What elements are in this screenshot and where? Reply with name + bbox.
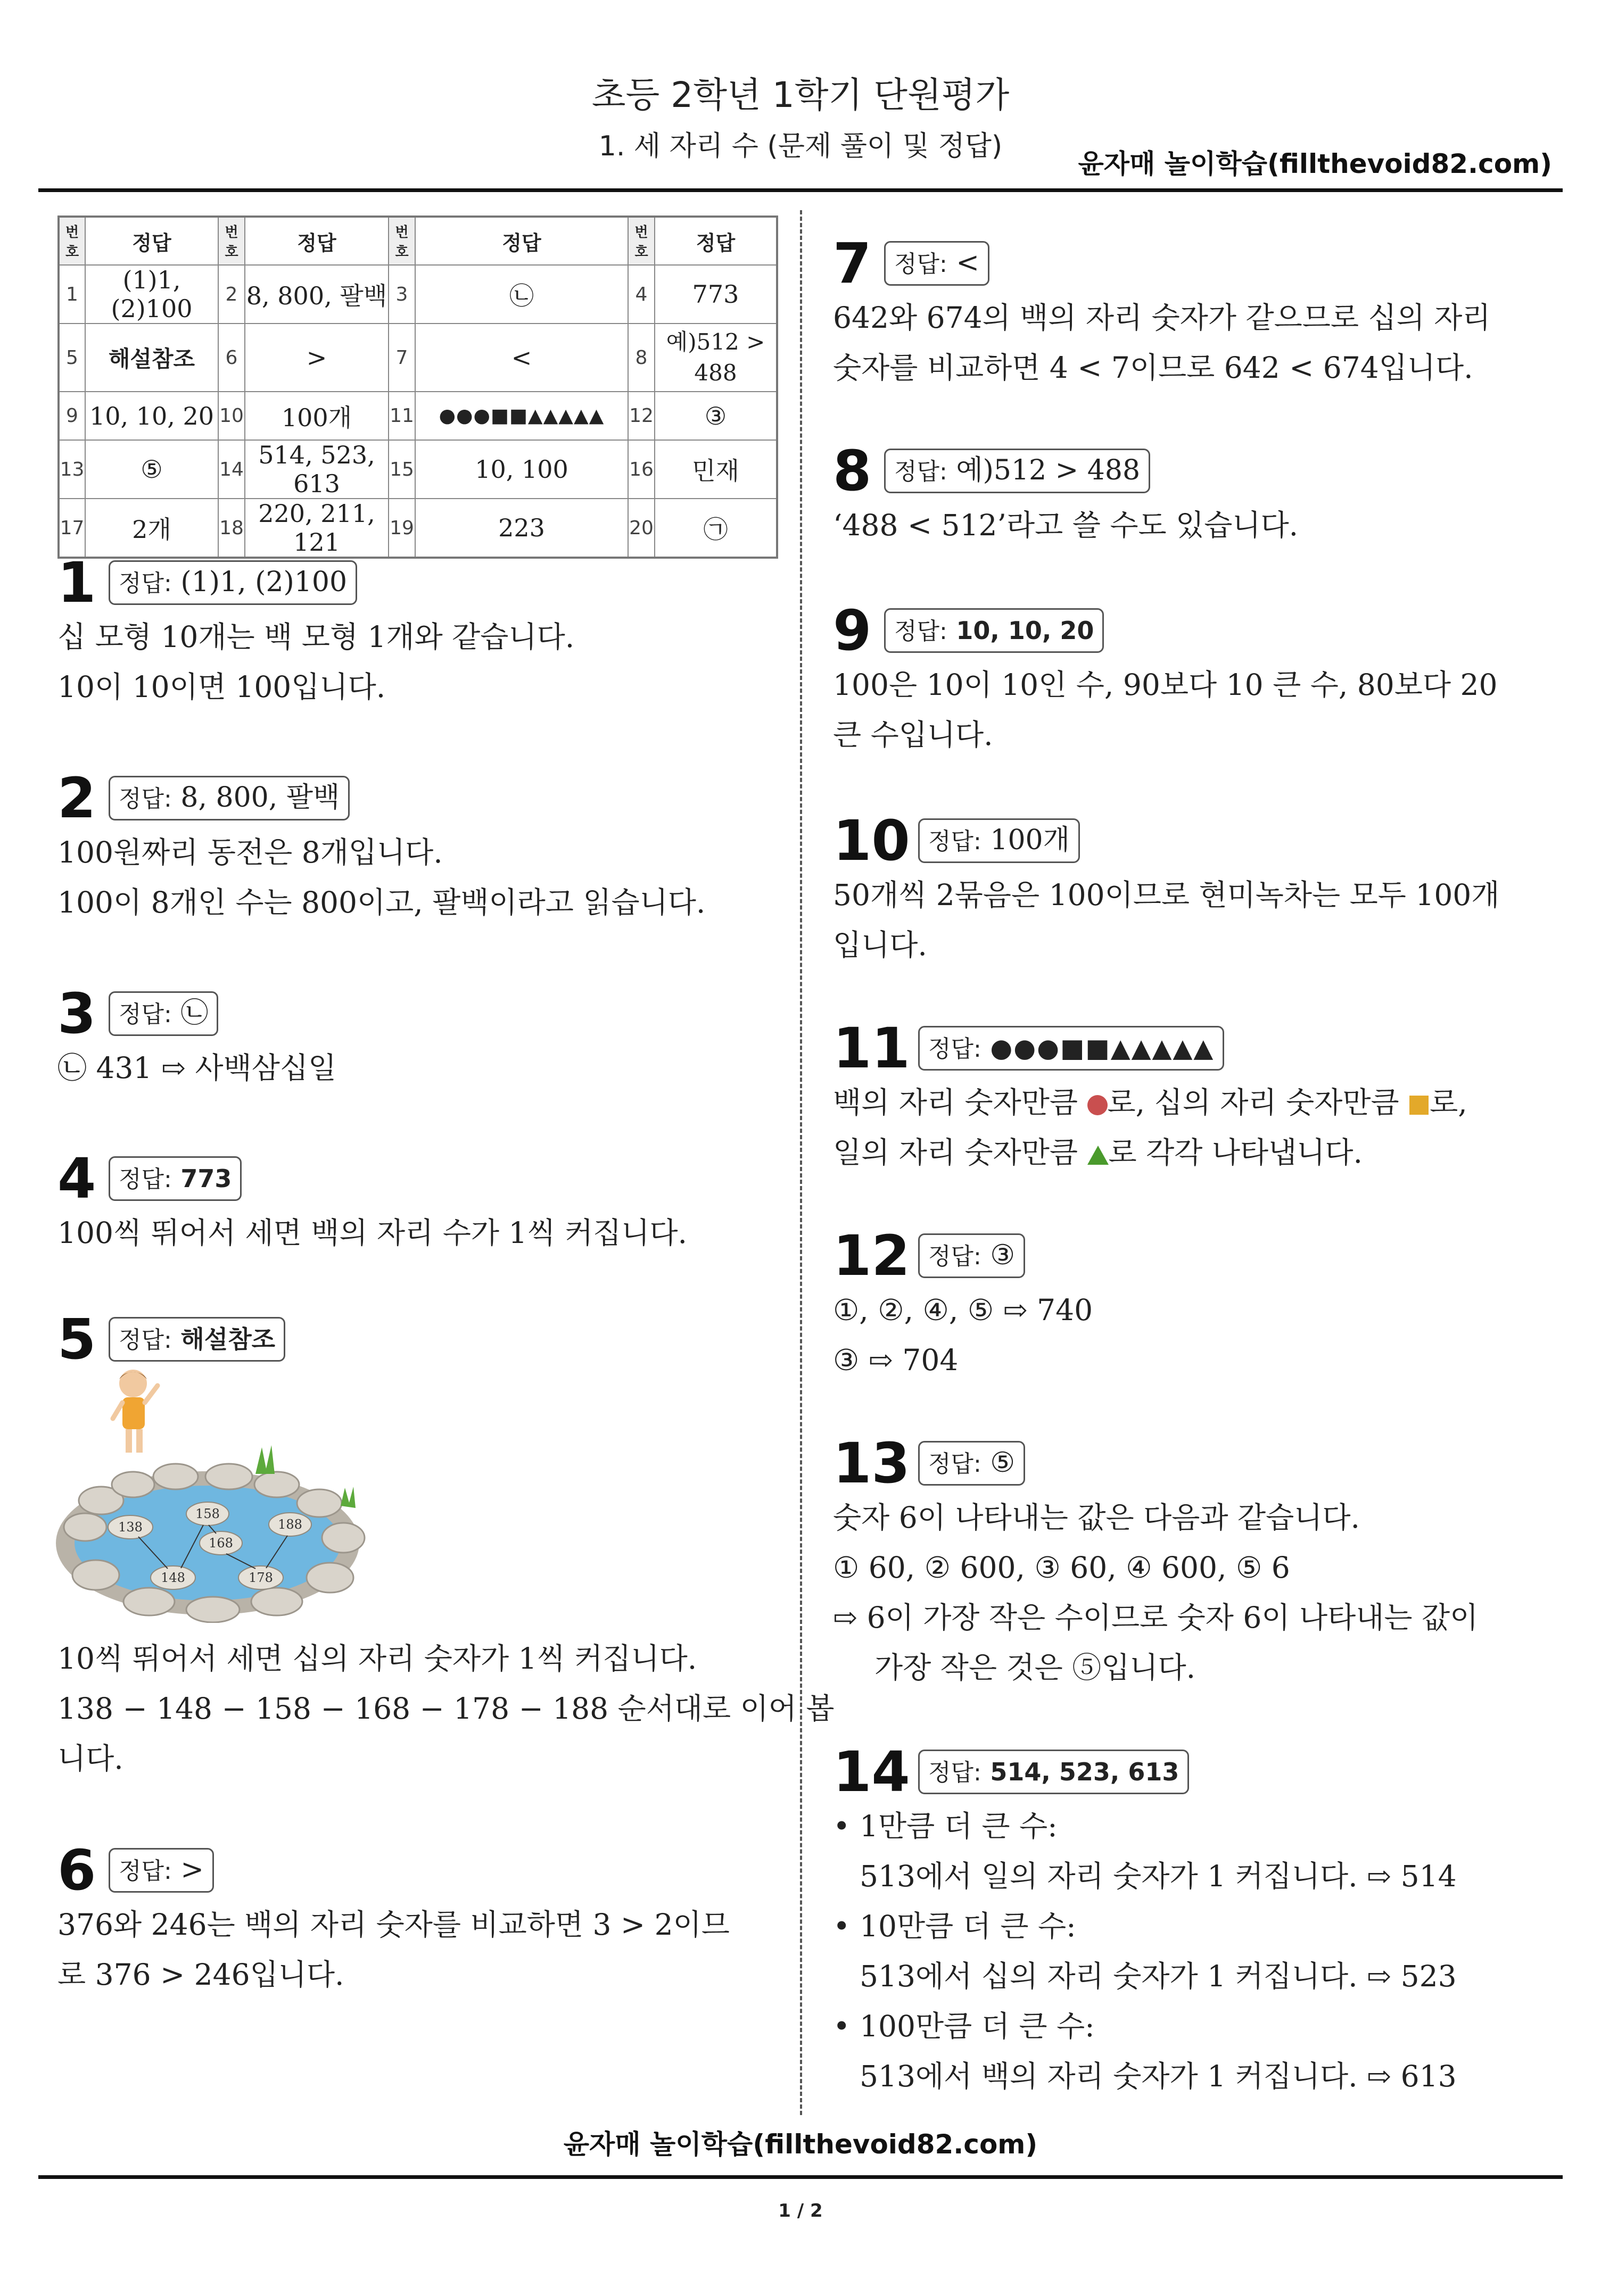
table-cell: 16 — [628, 440, 655, 499]
explanation-line: 513에서 백의 자리 숫자가 1 커집니다. ⇨ 613 — [860, 2059, 1457, 2093]
explanation-line: 가장 작은 것은 ⑤입니다. — [874, 1651, 1196, 1685]
table-cell: 예)512 > 488 — [655, 324, 777, 392]
answer-box: 정답: 10, 10, 20 — [884, 608, 1104, 652]
explanation-line: 642와 674의 백의 자리 숫자가 같으므로 십의 자리 — [833, 301, 1491, 335]
explanation-line: 100이 8개인 수는 800이고, 팔백이라고 읽습니다. — [57, 885, 706, 919]
explanation-line: 10이 10이면 100입니다. — [57, 670, 386, 704]
table-cell: 4 — [628, 265, 655, 324]
table-header: 정답 — [415, 217, 628, 265]
table-cell: ㉡ — [415, 265, 628, 324]
table-cell: 18 — [218, 499, 245, 558]
stone-label: 148 — [161, 1570, 185, 1585]
answer-box: 정답: ㉡ — [109, 991, 218, 1035]
explanation-line: 10씩 뛰어서 세면 십의 자리 숫자가 1씩 커집니다. — [57, 1642, 697, 1676]
table-cell: 11 — [389, 392, 415, 440]
table-cell: 1 — [59, 265, 85, 324]
red-circle-icon — [1087, 1095, 1108, 1115]
table-cell: 20 — [628, 499, 655, 558]
table-cell: 514, 523, 613 — [245, 440, 389, 499]
explanation-line: ‘488 < 512’라고 쓸 수도 있습니다. — [833, 508, 1299, 542]
answer-box: 정답: ⑤ — [918, 1441, 1025, 1485]
explanation-line: 큰 수입니다. — [833, 718, 993, 752]
table-row — [59, 499, 777, 558]
table-row — [59, 265, 777, 324]
table-header: 번호 — [389, 217, 415, 265]
problem-number: 6 — [57, 1838, 96, 1903]
answer-box: 정답: < — [884, 241, 989, 285]
explanation-line: 입니다. — [833, 928, 927, 962]
header-rule — [38, 188, 1563, 192]
problem-8 — [833, 438, 1541, 550]
table-cell: ⑤ — [85, 440, 218, 499]
stone-label: 178 — [249, 1570, 273, 1585]
problem-number: 5 — [57, 1307, 96, 1372]
table-cell: ㉠ — [655, 499, 777, 558]
page-title: 초등 2학년 1학기 단원평가 — [591, 74, 1010, 115]
table-header: 번호 — [218, 217, 245, 265]
table-cell: 3 — [389, 265, 415, 324]
explanation-line: 십 모형 10개는 백 모형 1개와 같습니다. — [57, 620, 575, 654]
table-cell: 223 — [415, 499, 628, 558]
pond-stones-illustration — [53, 1367, 373, 1623]
table-cell: 773 — [655, 265, 777, 324]
problem-number: 12 — [833, 1223, 910, 1288]
explanation-line: ③ ⇨ 704 — [833, 1343, 959, 1377]
table-cell: 10, 10, 20 — [85, 392, 218, 440]
brand-header: 윤자매 놀이학습(fillthevoid82.com) — [1078, 148, 1552, 179]
explanation-line: ①, ②, ④, ⑤ ⇨ 740 — [833, 1293, 1093, 1327]
table-cell: 15 — [389, 440, 415, 499]
answer-box: 정답: > — [109, 1848, 214, 1892]
answer-box: 정답: ③ — [918, 1233, 1025, 1278]
explanation-line: • 1만큼 더 큰 수: — [833, 1801, 1541, 1851]
problem-14 — [833, 1739, 1541, 2101]
problem-number: 10 — [833, 808, 910, 873]
green-triangle-icon — [1087, 1146, 1109, 1165]
problem-number: 7 — [833, 231, 872, 296]
explanation-line: 100원짜리 동전은 8개입니다. — [57, 835, 443, 869]
explanation-line: ① 60, ② 600, ③ 60, ④ 600, ⑤ 6 — [833, 1551, 1290, 1585]
table-cell: 9 — [59, 392, 85, 440]
problem-2 — [57, 766, 760, 927]
problem-11 — [833, 1016, 1541, 1178]
explanation-line: 로 376 > 246입니다. — [57, 1958, 344, 1992]
table-cell: < — [415, 324, 628, 392]
problem-3 — [57, 981, 760, 1093]
page-number: 1 / 2 — [778, 2200, 823, 2222]
table-row — [59, 392, 777, 440]
explanation-line: 일의 자리 숫자만큼 로 각각 나타냅니다. — [833, 1135, 1363, 1170]
table-cell: 220, 211, 121 — [245, 499, 389, 558]
explanation-line: 백의 자리 숫자만큼 로, 십의 자리 숫자만큼 로, — [833, 1085, 1467, 1120]
answer-box: 정답: (1)1, (2)100 — [109, 560, 357, 604]
table-cell: 5 — [59, 324, 85, 392]
answer-box: 정답: 514, 523, 613 — [918, 1750, 1189, 1794]
table-cell: 100개 — [245, 392, 389, 440]
stone-label: 168 — [209, 1536, 233, 1551]
problem-4 — [57, 1146, 760, 1258]
table-header: 번호 — [59, 217, 85, 265]
table-cell: ③ — [655, 392, 777, 440]
table-header: 정답 — [245, 217, 389, 265]
explanation-line: 513에서 일의 자리 숫자가 1 커집니다. ⇨ 514 — [860, 1859, 1457, 1893]
table-cell: 13 — [59, 440, 85, 499]
table-cell: 14 — [218, 440, 245, 499]
table-cell: 7 — [389, 324, 415, 392]
explanation-line: 숫자를 비교하면 4 < 7이므로 642 < 674입니다. — [833, 351, 1473, 385]
stone-label: 188 — [278, 1517, 302, 1532]
problem-number: 8 — [833, 438, 872, 503]
table-cell: 8, 800, 팔백 — [245, 265, 389, 324]
table-cell: 해설참조 — [85, 324, 218, 392]
problem-number: 3 — [57, 981, 96, 1046]
explanation-line: 376와 246는 백의 자리 숫자를 비교하면 3 > 2이므 — [57, 1908, 730, 1942]
table-cell: 민재 — [655, 440, 777, 499]
table-cell: 10, 100 — [415, 440, 628, 499]
problem-7 — [833, 231, 1541, 393]
answer-box: 정답: 8, 800, 팔백 — [109, 776, 350, 820]
problem-number: 2 — [57, 766, 96, 831]
table-cell: 6 — [218, 324, 245, 392]
answer-table — [57, 215, 778, 559]
table-header: 정답 — [85, 217, 218, 265]
table-cell: 2개 — [85, 499, 218, 558]
explanation-line: • 10만큼 더 큰 수: — [833, 1901, 1541, 1951]
problem-5 — [57, 1307, 760, 1372]
table-row — [59, 324, 777, 392]
problem-5-explanation — [57, 1634, 835, 1784]
answer-box: 정답: 773 — [109, 1156, 242, 1200]
explanation-line: 138 − 148 − 158 − 168 − 178 − 188 순서대로 이어 봅 — [57, 1692, 835, 1726]
problem-12 — [833, 1223, 1541, 1385]
explanation-line: 100은 10이 10인 수, 90보다 10 큰 수, 80보다 20 — [833, 668, 1498, 702]
explanation-line: • 100만큼 더 큰 수: — [833, 2001, 1541, 2051]
child-figure — [113, 1370, 158, 1453]
yellow-square-icon — [1409, 1096, 1429, 1115]
problem-10 — [833, 808, 1541, 970]
problem-9 — [833, 598, 1541, 760]
problem-1 — [57, 550, 760, 712]
explanation-line: 50개씩 2묶음은 100이므로 현미녹차는 모두 100개 — [833, 878, 1500, 912]
table-header: 번호 — [628, 217, 655, 265]
table-cell: ●●●■■▲▲▲▲▲ — [415, 392, 628, 440]
column-divider — [800, 210, 802, 2115]
table-row — [59, 440, 777, 499]
brand-footer: 윤자매 놀이학습(fillthevoid82.com) — [563, 2129, 1038, 2160]
table-cell: 17 — [59, 499, 85, 558]
table-cell: (1)1, (2)100 — [85, 265, 218, 324]
answer-box: 정답: 해설참조 — [109, 1317, 285, 1361]
problem-number: 13 — [833, 1431, 910, 1496]
table-cell: 19 — [389, 499, 415, 558]
problem-6 — [57, 1838, 760, 2000]
explanation-line: 100씩 뛰어서 세면 백의 자리 수가 1씩 커집니다. — [57, 1216, 688, 1250]
answer-box: 정답: 예)512 > 488 — [884, 449, 1150, 493]
problem-number: 9 — [833, 598, 872, 663]
explanation-line: 니다. — [57, 1742, 123, 1776]
stone-label: 158 — [195, 1506, 220, 1521]
table-cell: > — [245, 324, 389, 392]
problem-number: 4 — [57, 1146, 96, 1211]
page-subtitle: 1. 세 자리 수 (문제 풀이 및 정답) — [598, 130, 1003, 162]
table-cell: 2 — [218, 265, 245, 324]
answer-box: 정답: 100개 — [918, 818, 1080, 863]
table-header-row — [59, 217, 777, 265]
problem-number: 14 — [833, 1739, 910, 1804]
answer-box: 정답: ●●●■■▲▲▲▲▲ — [918, 1026, 1224, 1070]
stone-label: 138 — [118, 1520, 143, 1535]
problem-number: 1 — [57, 550, 96, 615]
table-header: 정답 — [655, 217, 777, 265]
explanation-line: ⇨ 6이 가장 작은 수이므로 숫자 6이 나타내는 값이 — [833, 1601, 1479, 1635]
footer-rule — [38, 2175, 1563, 2179]
explanation-line: 513에서 십의 자리 숫자가 1 커집니다. ⇨ 523 — [860, 1959, 1457, 1993]
explanation-line: ㉡ 431 ⇨ 사백삼십일 — [57, 1051, 337, 1085]
problem-number: 11 — [833, 1016, 910, 1081]
table-cell: 8 — [628, 324, 655, 392]
problem-13 — [833, 1431, 1541, 1693]
table-cell: 10 — [218, 392, 245, 440]
explanation-line: 숫자 6이 나타내는 값은 다음과 같습니다. — [833, 1501, 1360, 1535]
table-cell: 12 — [628, 392, 655, 440]
